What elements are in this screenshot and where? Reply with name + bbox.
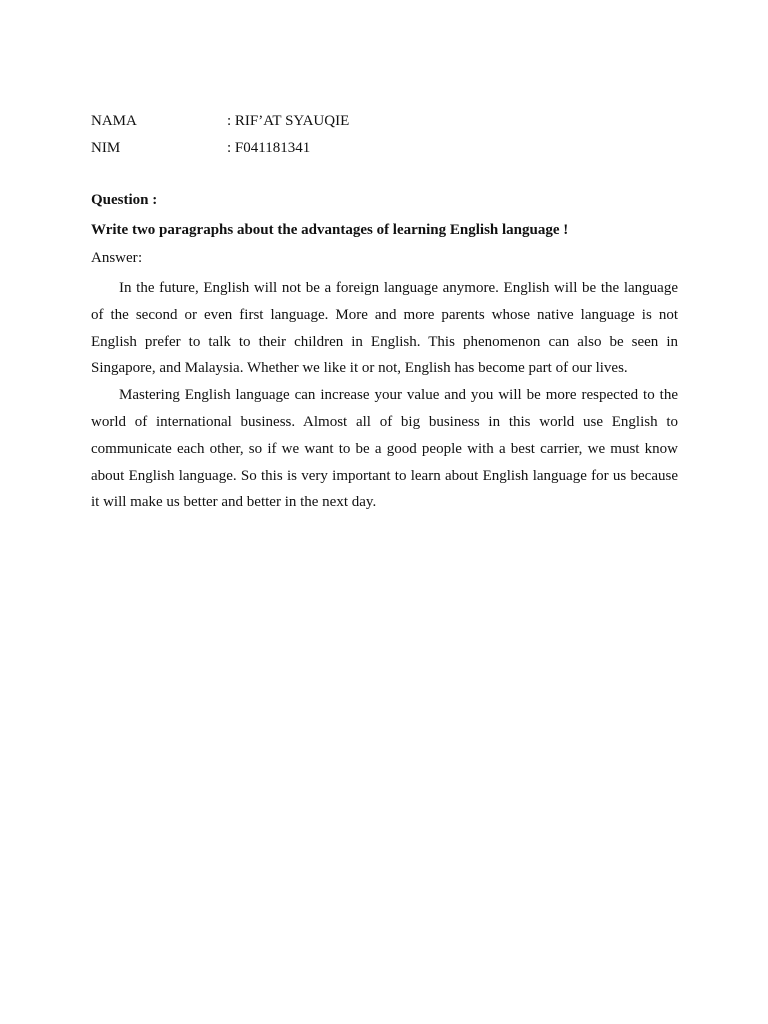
answer-paragraph-2: Mastering English language can increase your value and you will be more respected to the world of international business. Almost all of big business in this world use English to communicate each other, so if we want to be a good people with a best carrier, we must know about English language. So this is very important to learn about English language for us because it will make us better and better in the next day. (91, 387, 678, 511)
answer-label: Answer (91, 250, 138, 266)
question-heading: Question : (91, 192, 158, 208)
section-spacer (91, 164, 678, 189)
question-text: Write two paragraphs about the advantages of learning English language ! (91, 222, 569, 238)
nim-label: NIM (91, 140, 121, 156)
answer-row (91, 247, 678, 275)
answer-colon: : (138, 250, 143, 266)
answer-paragraph-1: In the future, English will not be a foreign language anymore. English will be the language of the second or even first language. More and more parents whose native language is not English prefer to talk to their children in English. This phenomenon can also be seen in Singapore, and Malaysia. Whether we like it or not, English has become part of our lives. (91, 280, 678, 377)
document-content (91, 110, 678, 516)
nim-value: : F041181341 (227, 140, 311, 156)
nim-row (91, 137, 678, 164)
name-label: NAMA (91, 113, 137, 129)
name-row (91, 110, 678, 137)
name-value: : RIF’AT SYAUQIE (227, 113, 350, 129)
